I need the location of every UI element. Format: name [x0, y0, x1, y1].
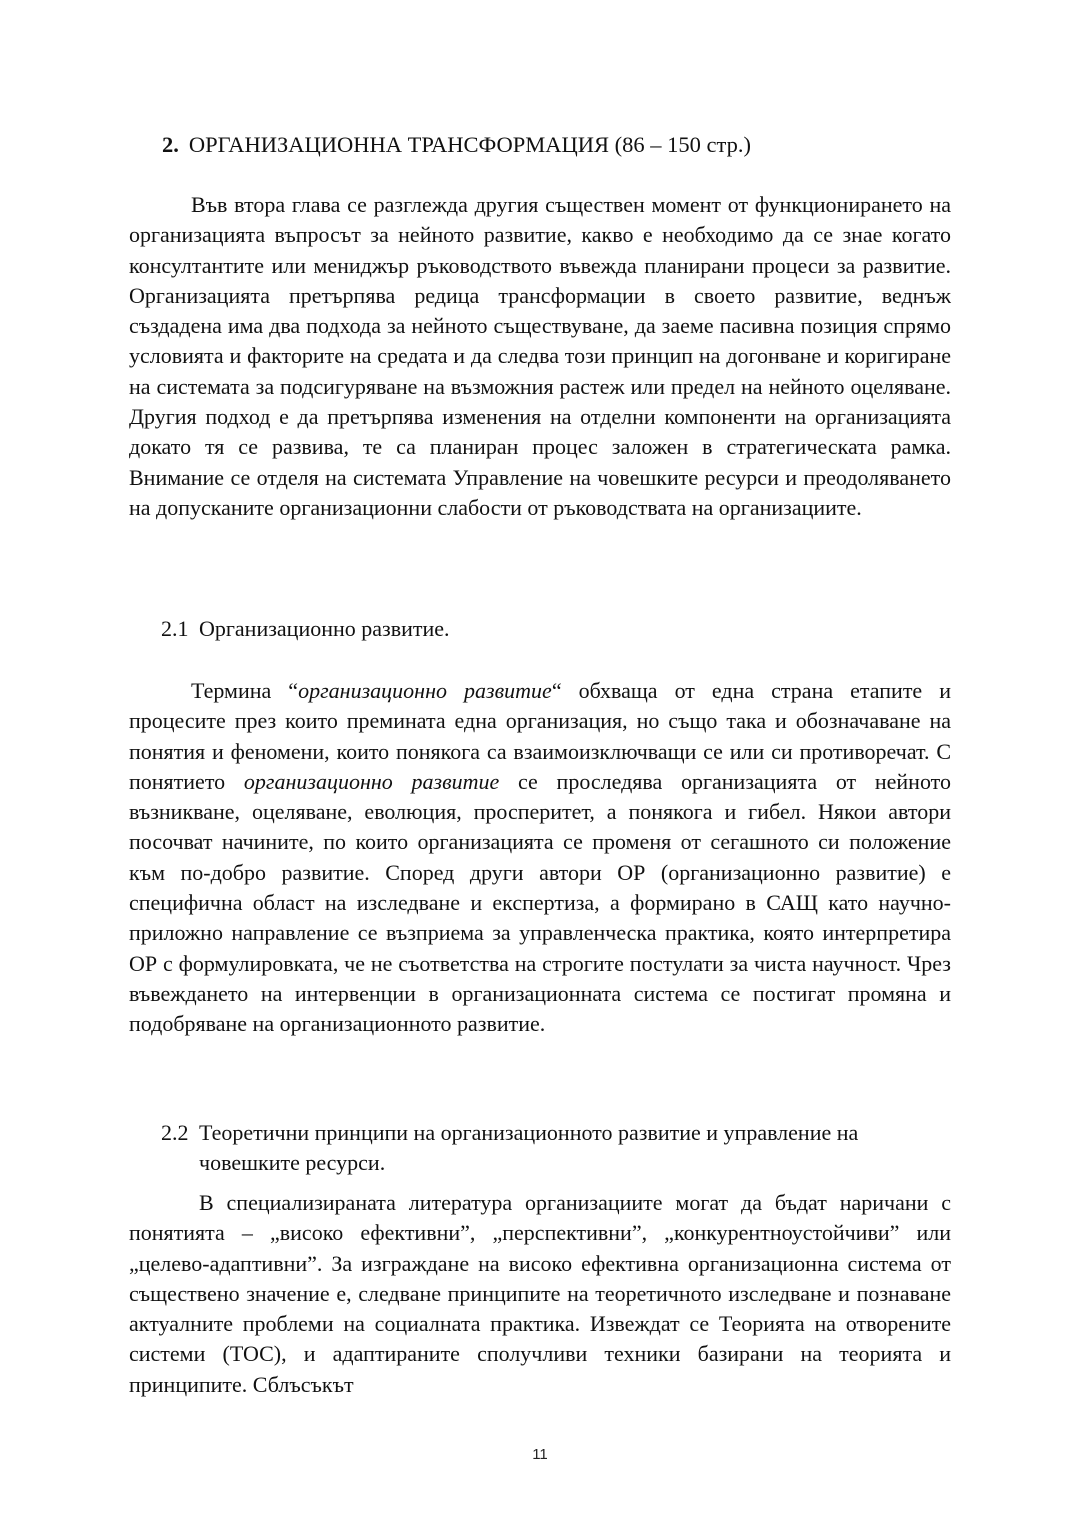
italic-term: организационно развитие — [243, 768, 500, 794]
text-run: Термина “ — [191, 678, 299, 703]
italic-term: организационно развитие — [298, 678, 552, 703]
text-run: се проследява организацията от нейното възникване, оцеляване, еволюция, просперитет, а понякога и гибел. Някои автори посочват начините, по които организацията се променя от сегашното си положение към по-добро развитие. Според други автори ОР (организационно развитие) е специфична област на изследване и експертиза, а формирано в САЩ като научно-приложно направление се възприема за управленческа практика, която интерпретира ОР с формулировката, че не съответства на строгите постулати за чиста научност. Чрез въвеждането на интервенции в организационната система се постигат промяна и подобряване на организационното развитие. — [129, 768, 951, 1037]
section-2-2-heading — [161, 1118, 951, 1179]
intro-paragraph: Във втора глава се разглежда другия съществен момент от функционирането на организацията въпросът за нейното развитие, какво е необходимо да се знае когато консултантите или мениджър ръководството въвежда планирани процеси за развитие. Организацията претърпява редица трансформации в своето развитие, веднъж създадена има два подхода за нейното съществуване, да заеме пасивна позиция спрямо условията и факторите на средата и да следва този принцип на догонване и коригиране на системата за подсигуряване на възможния растеж или предел на нейното оцеляване. Другия подход е да претърпява изменения на отделни компоненти на организацията докато тя се развива, те са планиран процес заложен в стратегическата рамка. Внимание се отделя на системата Управление на човешките ресурси и преодоляването на допусканите организационни слабости от ръководствата на организациите. — [129, 192, 951, 520]
text-run: “ обхваща от една страна етапите и процесите през които премината една организация, но също така и обозначаване на понятия и феномени, които понякога са взаимоизключващи се или си противоречат. С понятието — [129, 678, 952, 794]
chapter-title: ОРГАНИЗАЦИОННА ТРАНСФОРМАЦИЯ (86 – 150 стр.) — [188, 132, 751, 157]
section-2-1-number: 2.1 — [161, 616, 189, 641]
section-2-1-title: Организационно развитие. — [199, 616, 450, 641]
chapter-number: 2. — [162, 132, 179, 157]
page-number: 11 — [532, 1446, 548, 1463]
section-2-1-paragraph — [129, 676, 951, 1040]
section-2-2-paragraph: В специализираната литература организациите могат да бъдат наричани с понятията – „високо ефективни”, „перспективни”, „конкурентноустойчиви” или „целево-адаптивни”. За изграждане на високо ефективна организационна система от съществено значение е, следване принципите на теоретичното изследване и познаване актуалните проблеми на социалната практика. Извеждат се Теорията на отворените системи (ТОС), и адаптираните сполучливи техники базирани на теорията и принципите. Сблъсъкът — [129, 1190, 951, 1397]
section-2-2-number: 2.2 — [161, 1120, 189, 1145]
section-2-1-heading — [161, 614, 450, 644]
section-2-2-title: Теоретични принципи на организационното развитие и управление на човешките ресурси. — [199, 1120, 859, 1176]
chapter-heading — [162, 128, 751, 162]
